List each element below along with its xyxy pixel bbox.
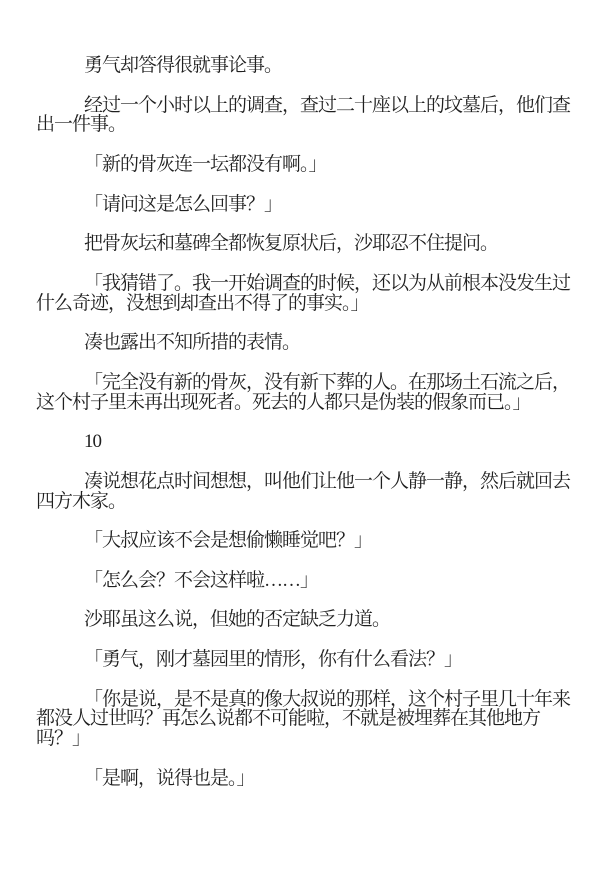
blank-line [36,591,577,611]
text-line: 把骨灰坛和墓碑全都恢复原状后，沙耶忍不住提问。 [84,233,499,255]
text-line: 沙耶虽这么说，但她的否定缺乏力道。 [84,609,391,631]
blank-line [36,670,577,690]
blank-line [36,452,577,472]
blank-line [36,749,577,769]
text-line: 「我猜错了。我一开始调查的时候，还以为从前根本没发生过 [84,272,571,294]
blank-line [36,175,577,195]
text-line: 「勇气，刚才墓园里的情形，你有什么看法？」 [84,648,463,670]
text-line: 勇气却答得很就事论事。 [84,55,283,76]
blank-line [36,551,577,571]
blank-line [36,254,577,274]
blank-line [36,313,577,333]
text-line: 凑说想花点时间想想，叫他们让他一个人静一静，然后就回去 [84,470,571,492]
text-line: 出一件事。 [36,114,127,136]
text-line: 「是啊，说得也是。」 [84,767,255,789]
text-line: 「请问这是怎么回事？」 [84,193,283,215]
blank-line [36,412,577,432]
text-line: 凑也露出不知所措的表情。 [84,332,301,354]
text-line: 「大叔应该不会是想偷懒睡觉吧？」 [84,530,373,552]
blank-line [36,76,577,96]
blank-line [36,214,577,234]
text-line: 「怎么会？不会这样啦……」 [84,569,319,591]
text-line: 这个村子里未再出现死者。死去的人都只是伪装的假象而已。」 [36,391,531,413]
blank-line [36,353,577,373]
text-line: 什么奇迹，没想到却查出不得了的事实。」 [36,292,369,314]
text-line: 10 [84,431,101,453]
text-line: 「你是说，是不是真的像大叔说的那样，这个村子里几十年来 [84,688,571,710]
blank-line [36,135,577,155]
text-line: 四方木家。 [36,490,127,512]
text-line: 「完全没有新的骨灰，没有新下葬的人。在那场土石流之后， [84,371,571,393]
text-line: 吗？」 [36,728,91,750]
text-line: 都没人过世吗？再怎么说都不可能啦，不就是被埋葬在其他地方 [36,708,541,730]
blank-line [36,630,577,650]
blank-line [36,511,577,531]
text-line: 「新的骨灰连一坛都没有啊。」 [84,153,327,175]
text-content [36,56,577,788]
text-line: 经过一个小时以上的调查，查过二十座以上的坟墓后，他们查 [84,94,571,116]
